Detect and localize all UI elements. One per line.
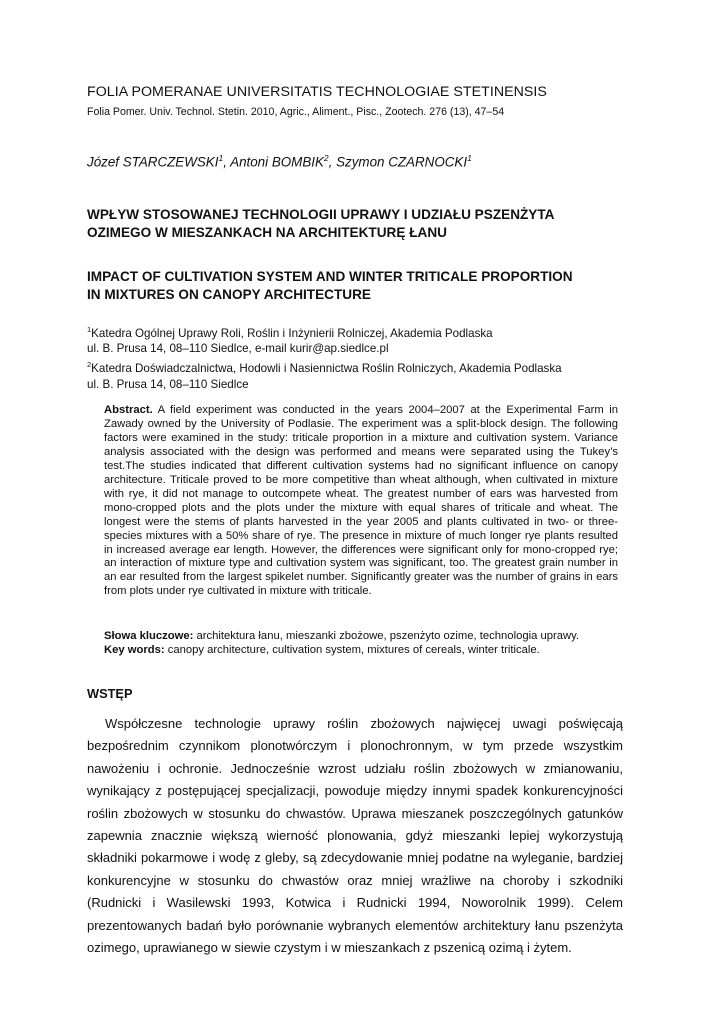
title-line: IMPACT OF CULTIVATION SYSTEM AND WINTER TRITICALE PROPORTION [87,269,573,284]
title-line: IN MIXTURES ON CANOPY ARCHITECTURE [87,287,371,302]
affiliation-mark: 1 [87,325,92,334]
abstract [104,404,618,599]
author-name: Józef STARCZEWSKI [87,154,219,170]
journal-citation: Folia Pomer. Univ. Technol. Stetin. 2010, Agric., Aliment., Pisc., Zootech. 276 (13), 47–54 [87,106,505,118]
author-affiliation-mark: 1 [467,153,472,163]
author-list [87,153,623,169]
keywords-label: Key words: [104,644,165,656]
abstract-label: Abstract. [104,404,153,416]
section-body [87,713,623,959]
title-line: OZIMEGO W MIESZANKACH NA ARCHITEKTURĘ ŁANU [87,225,447,240]
title-polish [87,206,623,242]
keywords [104,629,618,657]
keywords-text: canopy architecture, cultivation system, mixtures of cereals, winter triticale. [164,644,540,656]
journal-title: FOLIA POMERANAE UNIVERSITATIS TECHNOLOGIAE STETINENSIS [87,84,547,100]
keywords-polish [104,629,618,643]
author-separator: , [328,154,337,170]
author-affiliation-mark: 1 [218,153,224,163]
title-english [87,268,623,304]
author-separator: , [223,154,231,170]
keywords-text: architektura łanu, mieszanki zbożowe, pszenżyto ozime, technologia uprawy. [193,630,580,642]
body-paragraph: Współczesne technologie uprawy roślin zbożowych najwięcej uwagi poświęcają bezpośrednim czynnikom plonotwórczym i plonochronnym, w tym przede wszystkim nawożeniu i ochronie. Jednocześnie wzrost udziału roślin zbożowych w zmianowaniu, wynikający z postępującej specjalizacji, powoduje między innymi spadek konkurencyjności roślin zbożowych w stosunku do chwastów. Uprawa mieszanek poszczególnych gatunków zapewnia znacznie większą wierność plonowania, gdyż mieszanki lepiej wykorzystują składniki pokarmowe i wodę z gleby, są zdecydowanie mniej podatne na wyleganie, bardziej konkurencyjne w stosunku do chwastów oraz mniej wrażliwe na choroby i szkodniki (Rudnicki i Wasilewski 1993, Kotwica i Rudnicki 1994, Noworolnik 1999). Celem prezentowanych badań było porównanie wybranych elementów architektury łanu pszenżyta ozimego, uprawianego w siewie czystym i w mieszankach z pszenicą ozimą i żytem. [87,716,623,956]
title-line: WPŁYW STOSOWANEJ TECHNOLOGII UPRAWY I UDZIAŁU PSZENŻYTA [87,207,555,222]
keywords-label: Słowa kluczowe: [104,630,194,642]
author-name: Szymon CZARNOCKI [336,154,468,170]
author-affiliation-mark: 2 [323,153,329,163]
keywords-english [104,643,618,657]
abstract-text: A field experiment was conducted in the years 2004–2007 at the Experimental Farm in Zawady owned by the University of Podlasie. The experiment was a split-block design. The following factors were examined in the study: triticale proportion in a mixture and cultivation system. Variance analysis associated with the design was performed and means were separated using the Tukey’s test.The studies indicated that different cultivation systems had no significant influence on canopy architecture. Triticale proved to be more competitive than wheat although, when cultivated in mixture with rye, it did not manage to outcompete wheat. The greatest number of ears was harvested from mono-cropped plots and the plots under the mixture with equal shares of triticale and wheat. The longest were the stems of plants harvested in the year 2005 and plants cultivated in two- or three-species mixtures with a 50% share of rye. The presence in mixture of much longer rye plants resulted in increased average ear length. However, the differences were significant only for mono-cropped rye; an interaction of mixture type and cultivation system was significant, too. The greatest grain number in an ear resulted from the largest spikelet number. Significantly greater was the number of grains in ears from plots under rye cultivated in mixture with triticale. [104,404,618,598]
affiliation-line: ul. B. Prusa 14, 08–110 Siedlce [87,377,249,391]
section-heading: WSTĘP [87,686,133,701]
author-name: Antoni BOMBIK [230,154,324,170]
affiliation-line: $^1$Katedra Ogólnej Uprawy Roli, Roślin i Inżynierii Rolniczej, Akademia Podlaska [87,325,493,340]
affiliation-line: $^2$Katedra Doświadczalnictwa, Hodowli i Nasiennictwa Roślin Rolniczych, Akademia Podlaska [87,360,562,375]
affiliation-line: ul. B. Prusa 14, 08–110 Siedlce, e-mail kurir@ap.siedlce.pl [87,342,389,356]
affiliation-mark: 2 [87,360,92,370]
affiliations [87,322,623,392]
